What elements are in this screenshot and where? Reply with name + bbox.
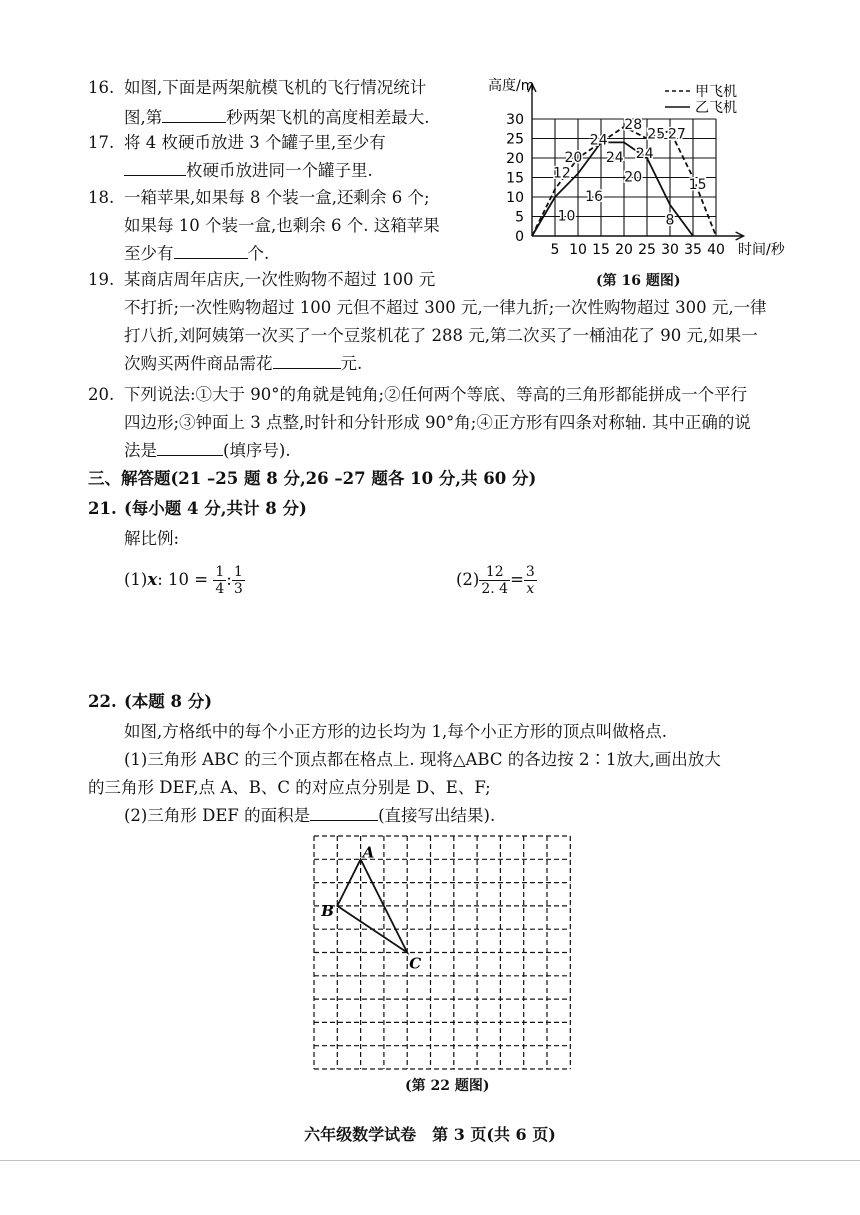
q21-p1-label: (1) (124, 570, 148, 589)
question-22-line4 (124, 801, 495, 831)
chart-point-label: 24 (605, 149, 624, 166)
q22-line4b: (直接写出结果). (378, 806, 496, 825)
chart-ytick-label: 5 (515, 209, 524, 226)
chart-ytick-label: 30 (506, 112, 524, 128)
question-21 (88, 494, 307, 524)
q22-line1: 如图,方格纸中的每个小正方形的边长均为 1,每个小正方形的顶点叫做格点. (124, 722, 667, 741)
section-3-heading: 三、解答题(21 –25 题 8 分,26 –27 题各 10 分,共 60 分) (88, 469, 537, 488)
q19-line1: 某商店周年店庆,一次性购物不超过 100 元 (124, 270, 436, 289)
chart-ytick-label: 25 (506, 131, 524, 148)
q21-part1 (124, 560, 245, 600)
q19-line3: 打八折,刘阿姨第一次买了一个豆浆机花了 288 元,第二次买了一桶油花了 90 元,如果一 (124, 326, 758, 345)
q19-answer-blank[interactable] (273, 350, 341, 369)
chart-xtick-label: 40 (707, 242, 725, 258)
q21-sub: 解比例: (124, 529, 180, 548)
chart-point-label: 20 (564, 149, 583, 166)
vertex-b-label: B (321, 901, 334, 920)
q16-number: 16. (88, 78, 115, 97)
q18-answer-blank[interactable] (174, 240, 248, 259)
q18-line2: 如果每 10 个装一盒,也剩余 6 个. 这箱苹果 (124, 216, 440, 235)
q21-p2-eq: = (510, 570, 524, 589)
q21-number: 21. (88, 499, 117, 518)
q19-line2: 不打折;一次性购物超过 100 元但不超过 300 元,一律九折;一次性购物超过 300 元,一律 (124, 298, 767, 317)
q18-line3a: 至少有 (124, 244, 174, 263)
vertex-a-label: A (362, 843, 375, 862)
q22-line4a: (2)三角形 DEF 的面积是 (124, 806, 311, 825)
question-16 (88, 73, 426, 103)
q21-p1-frac2: $\frac{1}{3}$ (233, 564, 243, 597)
chart-point-label: 16 (585, 188, 604, 205)
chart-point-label: 28 (624, 116, 643, 133)
q21-p1-colon: : (226, 570, 232, 589)
q17-answer-blank[interactable] (124, 157, 186, 176)
chart-xtick-label: 30 (661, 242, 679, 258)
q21-p2-frac2: $\frac{3}{x}$ (525, 564, 535, 597)
page-footer: 六年级数学试卷 第 3 页(共 6 页) (304, 1125, 556, 1144)
question-20-line3 (124, 436, 291, 466)
chart-xtick-label: 35 (684, 242, 702, 258)
q21-part2 (456, 560, 537, 600)
legend-jia-label: 甲飞机 (695, 84, 737, 100)
chart-xtick-label: 10 (569, 242, 587, 258)
q21-p1-mid: : 10 = (157, 570, 209, 589)
chart-ytick-label: 10 (506, 190, 524, 206)
chart-xtick-label: 25 (638, 242, 656, 258)
grid-figure-22 (310, 832, 590, 1068)
q18-number: 18. (88, 188, 115, 207)
q22-number: 22. (88, 692, 117, 711)
question-22 (88, 687, 212, 717)
q22-answer-blank[interactable] (310, 802, 378, 821)
q22-line2: (1)三角形 ABC 的三个顶点都在格点上. 现将△ABC 的各边按 2∶1放大,画出放大 (124, 750, 721, 769)
chart-xtick-label: 20 (615, 242, 633, 258)
flight-chart (480, 70, 785, 270)
chart-ylabel: 高度/m (488, 78, 535, 94)
vertex-c-label: C (409, 954, 422, 973)
chart-point-label: 27 (667, 126, 686, 143)
chart-point-label: 15 (688, 177, 707, 194)
q20-number: 20. (88, 385, 115, 404)
chart-point-label: 8 (665, 212, 675, 229)
chart16-caption: (第 16 题图) (596, 273, 681, 289)
q16-line1: 如图,下面是两架航模飞机的飞行情况统计 (124, 78, 427, 97)
q22-line3: 的三角形 DEF,点 A、B、C 的对应点分别是 D、E、F; (88, 778, 491, 797)
q17-line2: 枚硬币放进同一个罐子里. (186, 161, 373, 180)
chart-point-label: 24 (635, 146, 654, 162)
question-17 (88, 128, 386, 158)
chart-point-label: 10 (557, 208, 576, 225)
chart-xtick-label: 15 (592, 242, 610, 258)
q18-line1: 一箱苹果,如果每 8 个装一盒,还剩余 6 个; (124, 188, 430, 207)
q22-head: (本题 8 分) (124, 692, 213, 711)
chart-point-label: 24 (589, 132, 608, 149)
q19-line4a: 次购买两件商品需花 (124, 354, 273, 373)
chart-xtick-label: 5 (550, 242, 560, 258)
fig22-caption: (第 22 题图) (405, 1078, 490, 1094)
chart-point-label: 12 (552, 165, 571, 182)
legend-yi-label: 乙飞机 (695, 100, 737, 116)
q21-p1-var: x (147, 570, 158, 589)
q21-head: (每小题 4 分,共计 8 分) (124, 499, 307, 518)
question-19-line4 (124, 349, 362, 379)
question-19 (88, 265, 435, 295)
question-20 (88, 380, 747, 410)
chart-ytick-label: 20 (506, 151, 524, 167)
page-bottom-rule (0, 1160, 860, 1161)
q21-p2-frac1: $\frac{12}{2. 4}$ (481, 564, 509, 597)
q21-p2-label: (2) (456, 570, 480, 589)
question-17-line2 (124, 156, 373, 186)
q19-number: 19. (88, 270, 115, 289)
chart-point-label: 20 (624, 169, 643, 186)
q20-line1: 下列说法:①大于 90°的角就是钝角;②任何两个等底、等高的三角形都能拼成一个平行 (124, 385, 748, 404)
q17-line1: 将 4 枚硬币放进 3 个罐子里,至少有 (124, 133, 386, 152)
q19-line4b: 元. (340, 354, 363, 373)
question-18 (88, 183, 430, 213)
q20-answer-blank[interactable] (157, 437, 223, 456)
q16-line2b: 秒两架飞机的高度相差最大. (226, 108, 430, 127)
q17-number: 17. (88, 133, 115, 152)
q20-line3b: (填序号). (223, 441, 291, 460)
q21-p1-frac1: $\frac{1}{4}$ (215, 564, 225, 597)
q20-line3a: 法是 (124, 441, 157, 460)
chart-ytick-label: 15 (506, 170, 524, 187)
chart-ytick-label: 0 (515, 229, 524, 245)
q20-line2: 四边形;③钟面上 3 点整,时针和分针形成 90°角;④正方形有四条对称轴. 其中正确的说 (124, 413, 751, 432)
q18-line3b: 个. (247, 244, 270, 263)
q16-line2a: 图,第 (124, 108, 163, 127)
q16-answer-blank[interactable] (162, 104, 226, 123)
chart-xlabel: 时间/秒 (738, 242, 785, 258)
chart-point-label: 25 (647, 126, 666, 143)
